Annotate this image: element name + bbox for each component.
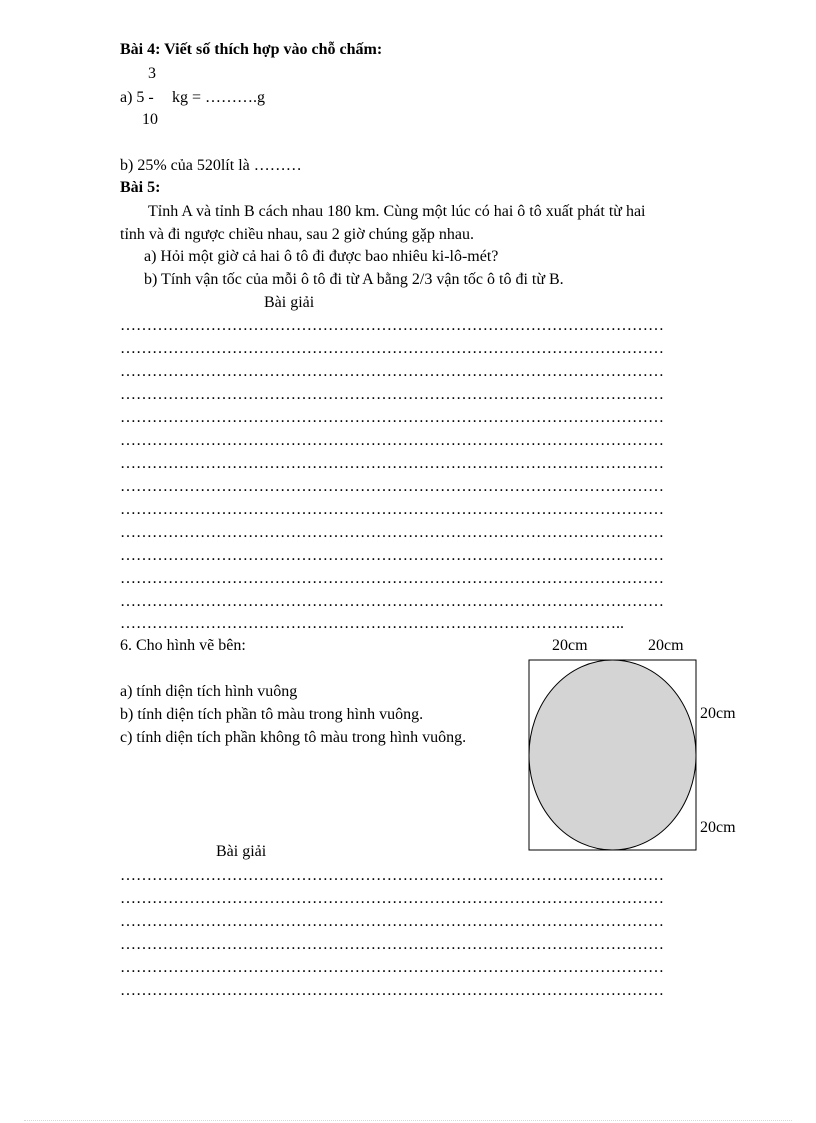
shaded-circle <box>529 660 696 850</box>
answer-line: ………………………………………………………………………………………… <box>120 570 664 587</box>
bai6-heading: 6. Cho hình vẽ bên: <box>120 637 246 654</box>
bai6-task-a: a) tính diện tích hình vuông <box>120 683 298 700</box>
answer-line: ………………………………………………………………………………………… <box>120 409 664 426</box>
answer-line: ………………………………………………………………………………………… <box>120 432 664 449</box>
answer-line: ………………………………………………………………………………………… <box>120 386 664 403</box>
label-right-upper: 20cm <box>700 705 736 722</box>
bai4-b-question: b) 25% của 520lít là ……… <box>120 157 302 174</box>
answer-line: ………………………………………………………………………………………… <box>120 317 664 334</box>
answer-line: ………………………………………………………………………………………… <box>120 363 664 380</box>
bai5-heading: Bài 5: <box>120 179 161 196</box>
answer-line: ………………………………………………………………………………………… <box>120 547 664 564</box>
answer-line: ………………………………………………………………………………………… <box>120 959 664 976</box>
bai5-question-b: b) Tính vận tốc của mỗi ô tô đi từ A bằng 2/3 vận tốc ô tô đi từ B. <box>144 271 564 288</box>
answer-line: ………………………………………………………………………………………… <box>120 936 664 953</box>
answer-line: ………………………………………………………………………………………… <box>120 867 664 884</box>
bai6-solution-label: Bài giải <box>216 843 267 860</box>
label-right-lower: 20cm <box>700 819 736 836</box>
bai4-a-rest: kg = ……….g <box>172 89 266 106</box>
fraction-numerator: 3 <box>148 65 156 82</box>
bai6-task-b: b) tính diện tích phần tô màu trong hình vuông. <box>120 706 424 723</box>
answer-line-last: ………………………………………………………………………………….. <box>120 615 624 632</box>
square-circle-figure <box>510 632 760 862</box>
label-top-left: 20cm <box>552 637 588 654</box>
answer-line: ………………………………………………………………………………………… <box>120 890 664 907</box>
answer-line: ………………………………………………………………………………………… <box>120 340 664 357</box>
answer-line: ………………………………………………………………………………………… <box>120 524 664 541</box>
bai4-a-prefix: a) 5 - <box>120 89 154 106</box>
bai4-heading: Bài 4: Viết số thích hợp vào chỗ chấm: <box>120 41 383 58</box>
answer-line: ………………………………………………………………………………………… <box>120 478 664 495</box>
bai5-problem-line1: Tỉnh A và tỉnh B cách nhau 180 km. Cùng một lúc có hai ô tô xuất phát từ hai <box>148 203 646 220</box>
label-top-right: 20cm <box>648 637 684 654</box>
bai6-task-c: c) tính diện tích phần không tô màu trong hình vuông. <box>120 729 467 746</box>
bai5-problem-line2: tỉnh và đi ngược chiều nhau, sau 2 giờ chúng gặp nhau. <box>120 226 474 243</box>
fraction-denominator: 10 <box>142 111 158 128</box>
answer-line: ………………………………………………………………………………………… <box>120 593 664 610</box>
bai5-solution-label: Bài giải <box>264 294 315 311</box>
answer-line: ………………………………………………………………………………………… <box>120 501 664 518</box>
answer-line: ………………………………………………………………………………………… <box>120 455 664 472</box>
page-bottom-rule <box>24 1120 792 1121</box>
bai5-question-a: a) Hỏi một giờ cả hai ô tô đi được bao nhiêu ki-lô-mét? <box>144 248 499 265</box>
answer-line: ………………………………………………………………………………………… <box>120 913 664 930</box>
answer-line: ………………………………………………………………………………………… <box>120 982 664 999</box>
